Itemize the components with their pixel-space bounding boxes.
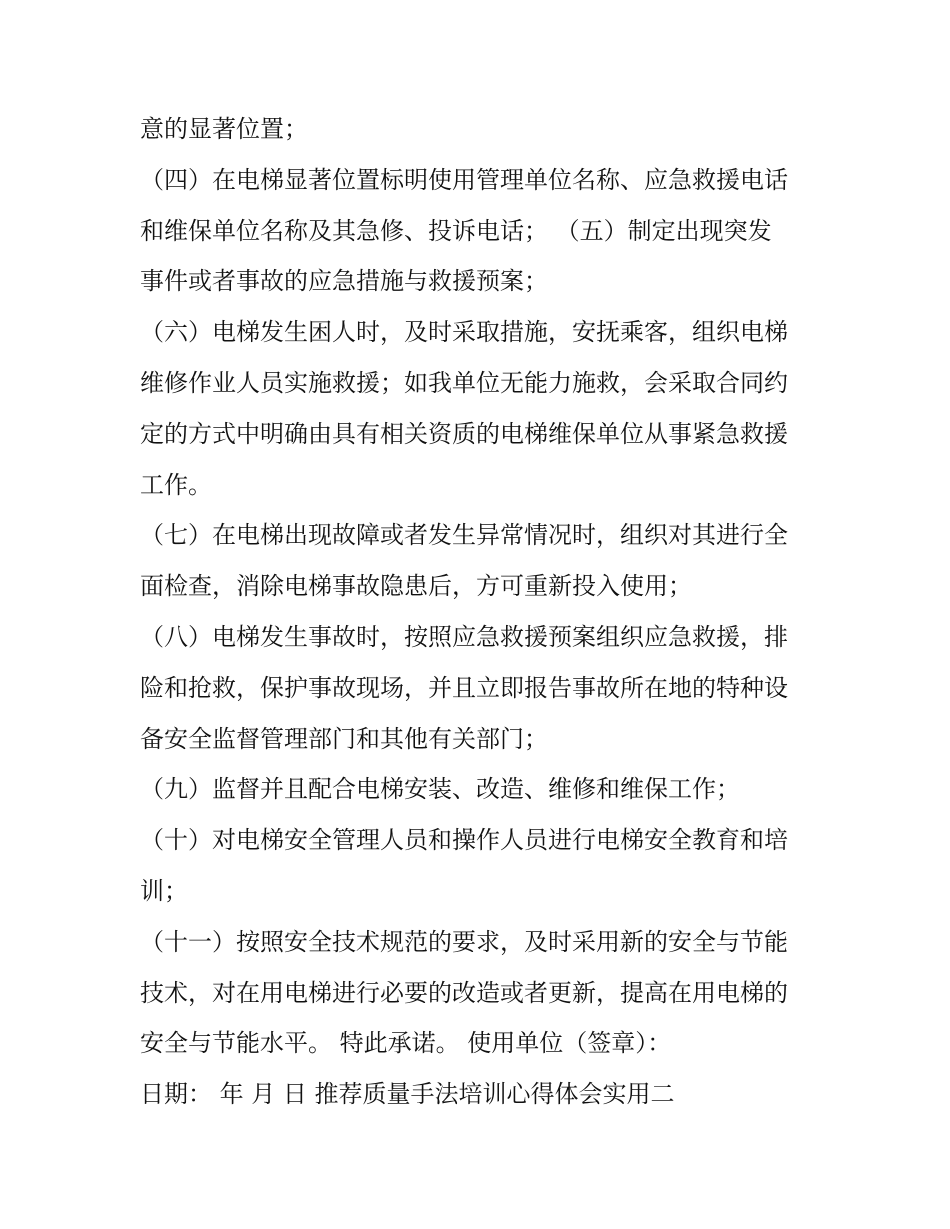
text-line: 面检查，消除电梯事故隐患后，方可重新投入使用；	[140, 572, 692, 601]
text-line: 备安全监督管理部门和其他有关部门；	[140, 724, 548, 753]
text-line: 和维保单位名称及其急修、投诉电话； （五）制定出现突发	[140, 216, 772, 245]
text-line: （四）在电梯显著位置标明使用管理单位名称、应急救援电话	[140, 165, 788, 194]
text-line: （七）在电梯出现故障或者发生异常情况时，组织对其进行全	[140, 521, 788, 550]
text-line: 工作。	[140, 470, 212, 499]
text-line: 定的方式中明确由具有相关资质的电梯维保单位从事紧急救援	[140, 419, 788, 448]
text-line: （八）电梯发生事故时，按照应急救援预案组织应急救援，排	[140, 622, 788, 651]
text-line: （十）对电梯安全管理人员和操作人员进行电梯安全教育和培	[140, 826, 788, 855]
text-line: 技术，对在用电梯进行必要的改造或者更新，提高在用电梯的	[140, 978, 788, 1007]
text-line: 训；	[140, 876, 188, 905]
text-line: 日期： 年 月 日 推荐质量手法培训心得体会实用二	[140, 1080, 675, 1109]
text-line: （十一）按照安全技术规范的要求，及时采用新的安全与节能	[140, 927, 788, 956]
text-line: 险和抢救，保护事故现场，并且立即报告事故所在地的特种设	[140, 673, 788, 702]
text-line: 事件或者事故的应急措施与救援预案；	[140, 267, 548, 296]
text-line: 维修作业人员实施救援；如我单位无能力施救，会采取合同约	[140, 368, 788, 397]
document-body	[140, 104, 820, 1120]
text-line: 意的显著位置；	[140, 115, 308, 143]
text-line: 安全与节能水平。 特此承诺。 使用单位（签章）：	[140, 1029, 672, 1058]
text-line: （六）电梯发生困人时，及时采取措施，安抚乘客，组织电梯	[140, 318, 788, 347]
text-line: （九）监督并且配合电梯安装、改造、维修和维保工作；	[140, 775, 740, 804]
